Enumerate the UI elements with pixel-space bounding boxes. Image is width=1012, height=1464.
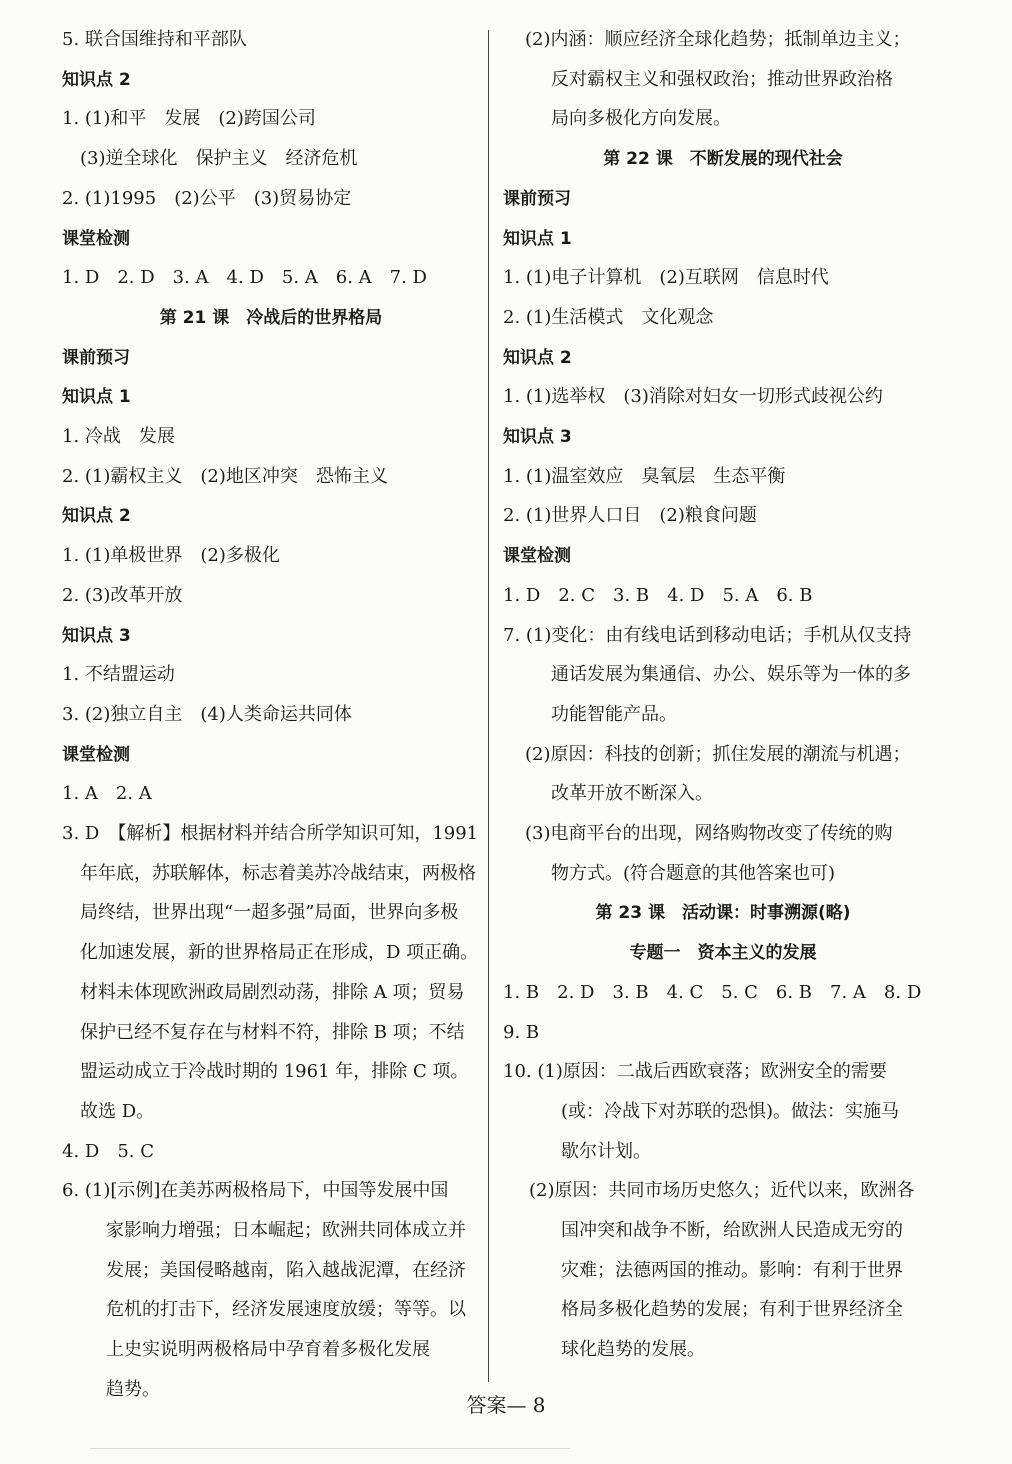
left_column-line: (3)逆全球化 保护主义 经济危机 <box>80 148 358 170</box>
footer-rule <box>90 1448 570 1449</box>
left_column-line: 保护已经不复存在与材料不符，排除 B 项；不结 <box>80 1021 465 1043</box>
left_column-line: 1. 不结盟运动 <box>62 664 175 686</box>
right_column-line: 改革开放不断深入。 <box>551 783 713 805</box>
left_column-line: 故选 D。 <box>80 1100 155 1122</box>
right_column-line: 知识点 3 <box>503 427 572 447</box>
left_column-line: 家影响力增强；日本崛起；欧洲共同体成立并 <box>106 1220 466 1241</box>
right_column-line: 格局多极化趋势的发展；有利于世界经济全 <box>561 1299 903 1321</box>
left_column-line: 课堂检测 <box>62 228 130 249</box>
right_column-line: 第 23 课 活动课：时事溯源(略) <box>595 903 851 924</box>
left_column-line: 课堂检测 <box>62 744 130 765</box>
right_column-line: 2. (1)生活模式 文化观念 <box>503 306 714 328</box>
right_column-line: 第 22 课 不断发展的现代社会 <box>603 149 843 170</box>
right_column-line: (2)原因：科技的创新；抓住发展的潮流与机遇； <box>525 743 911 765</box>
left_column-line: 1. 冷战 发展 <box>62 426 175 447</box>
left_column-line: 危机的打击下，经济发展速度放缓；等等。以 <box>106 1299 466 1321</box>
left_column-line: 材料未体现欧洲政局剧烈动荡，排除 A 项；贸易 <box>80 981 465 1003</box>
right_column-line: 2. (1)世界人口日 (2)粮食问题 <box>503 505 757 527</box>
right_column-line: 10. (1)原因：二战后西欧衰落；欧洲安全的需要 <box>503 1061 887 1083</box>
right_column-line: 球化趋势的发展。 <box>561 1339 705 1361</box>
left_column-line: 上史实说明两极格局中孕育着多极化发展 <box>106 1339 430 1361</box>
right_column-line: 国冲突和战争不断，给欧洲人民造成无穷的 <box>561 1220 903 1241</box>
left_column-line: 知识点 1 <box>62 387 131 408</box>
left_column-line: 知识点 2 <box>62 506 131 527</box>
right_column-line: 课前预习 <box>503 188 571 209</box>
right_column-line: 1. (1)选举权 (3)消除对妇女一切形式歧视公约 <box>503 386 883 408</box>
left_column-line: 发展；美国侵略越南，陷入越战泥潭，在经济 <box>106 1259 466 1281</box>
left_column-line: 2. (3)改革开放 <box>62 584 183 606</box>
left_column-line: 1. D 2. D 3. A 4. D 5. A 6. A 7. D <box>62 267 427 289</box>
left_column-line: 1. A 2. A <box>62 783 152 805</box>
left_column-line: 第 21 课 冷战后的世界格局 <box>159 307 383 328</box>
left_column-line: 盟运动成立于冷战时期的 1961 年，排除 C 项。 <box>80 1061 469 1083</box>
left_column-line: 2. (1)霸权主义 (2)地区冲突 恐怖主义 <box>62 465 388 487</box>
right_column-line: 物方式。(符合题意的其他答案也可) <box>551 862 836 884</box>
column-divider <box>488 30 489 1382</box>
left_column-line: 趋势。 <box>106 1378 160 1400</box>
right_column-line: 7. (1)变化：由有线电话到移动电话；手机从仅支持 <box>503 624 912 646</box>
right_column-line: 局向多极化方向发展。 <box>551 108 731 130</box>
left_column-line: 6. (1)[示例]在美苏两极格局下，中国等发展中国 <box>62 1180 449 1202</box>
right_column-line: 通话发展为集通信、办公、娱乐等为一体的多 <box>551 664 911 686</box>
right_column-line: (3)电商平台的出现，网络购物改变了传统的购 <box>525 823 893 844</box>
right_column-line: (2)内涵：顺应经济全球化趋势；抵制单边主义； <box>525 29 911 50</box>
right_column-line: 歇尔计划。 <box>561 1140 651 1162</box>
right_column-line: 1. B 2. D 3. B 4. C 5. C 6. B 7. A 8. D <box>503 981 922 1003</box>
right_column-line: (2)原因：共同市场历史悠久；近代以来，欧洲各 <box>529 1180 915 1202</box>
right_column-line: 灾难；法德两国的推动。影响：有利于世界 <box>561 1259 903 1281</box>
left_column-line: 5. 联合国维持和平部队 <box>62 29 247 50</box>
right_column-line: 1. D 2. C 3. B 4. D 5. A 6. B <box>503 584 813 606</box>
right_column-line: 9. B <box>503 1021 540 1043</box>
right_column-line: 知识点 1 <box>503 228 572 249</box>
left_column-line: 4. D 5. C <box>62 1140 154 1162</box>
left_column-line: 3. D 【解析】根据材料并结合所学知识可知，1991 <box>62 823 479 844</box>
right_column-line: (或：冷战下对苏联的恐惧)。做法：实施马 <box>561 1100 900 1122</box>
left_column-line: 化加速发展，新的世界格局正在形成，D 项正确。 <box>80 942 479 964</box>
left_column-line: 课前预习 <box>62 347 130 368</box>
right_column-line: 反对霸权主义和强权政治；推动世界政治格 <box>551 68 893 90</box>
left_column-line: 1. (1)和平 发展 (2)跨国公司 <box>62 108 316 130</box>
right_column-line: 课堂检测 <box>503 546 571 567</box>
right_column-line: 知识点 2 <box>503 347 572 368</box>
right_column-line: 功能智能产品。 <box>551 703 677 725</box>
right_column-line: 专题一 资本主义的发展 <box>629 943 817 964</box>
left_column-line: 局终结，世界出现“一超多强”局面，世界向多极 <box>80 902 459 924</box>
right_column-line: 1. (1)电子计算机 (2)互联网 信息时代 <box>503 267 829 289</box>
page-number: 答案— 8 <box>466 1393 546 1417</box>
right_column-line: 1. (1)温室效应 臭氧层 生态平衡 <box>503 465 786 487</box>
left_column-line: 1. (1)单极世界 (2)多极化 <box>62 545 280 567</box>
left_column-line: 2. (1)1995 (2)公平 (3)贸易协定 <box>62 187 352 209</box>
left_column-line: 知识点 3 <box>62 625 131 646</box>
left_column-line: 知识点 2 <box>62 69 131 90</box>
left_column-line: 年年底，苏联解体，标志着美苏冷战结束，两极格 <box>80 862 476 884</box>
left_column-line: 3. (2)独立自主 (4)人类命运共同体 <box>62 703 352 725</box>
